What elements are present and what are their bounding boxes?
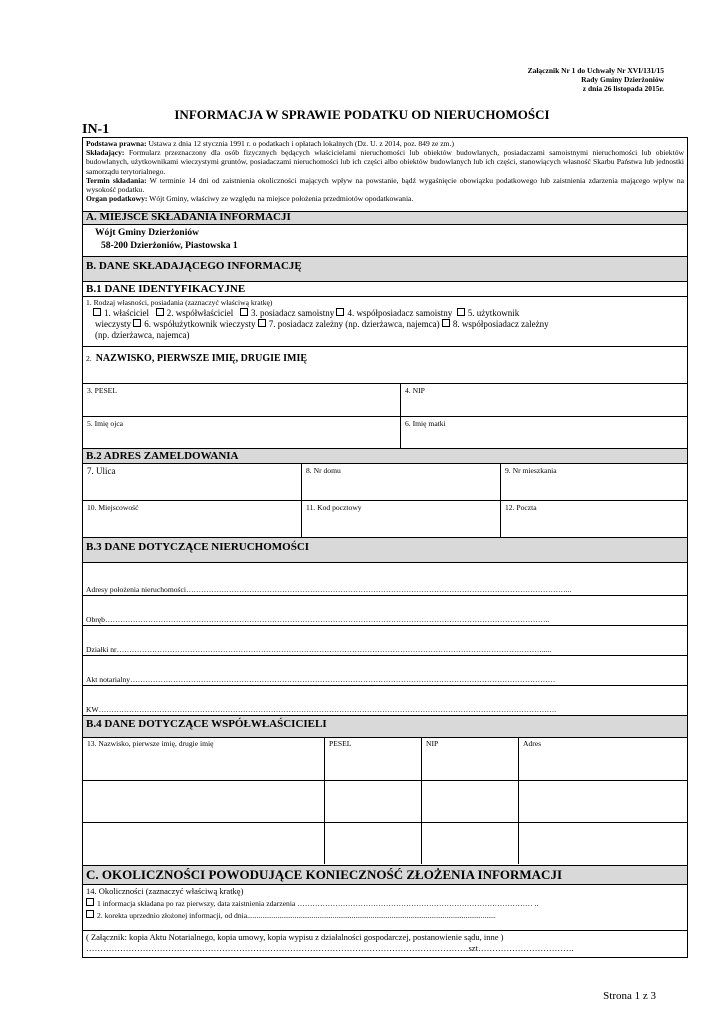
checkbox[interactable] [93, 308, 101, 316]
postal-code-field[interactable]: 11. Kod pocztowy [302, 501, 501, 537]
checkbox[interactable] [336, 308, 344, 316]
street-field[interactable]: 7. Ulica [83, 464, 302, 500]
checkbox[interactable] [258, 319, 266, 327]
attachments-line[interactable]: ………………………………………………………………………………………………………………………szt……………………………. [86, 943, 574, 953]
deadline-label: Termin składania: [86, 175, 147, 185]
checkbox[interactable] [133, 319, 141, 327]
precinct-row[interactable] [83, 596, 687, 626]
option-first-time[interactable]: 1 informacja składana po raz pierwszy, data zaistnienia zdarzenia ………………………………………………………………………………… .. [83, 897, 687, 909]
co-owner-name-header: 13. Nazwisko, pierwsze imię, drugie imię [83, 738, 325, 780]
co-owner-pesel-cell[interactable] [325, 822, 422, 864]
legal-basis-text: Ustawa z dnia 12 stycznia 1991 r. o podatkach i opłatach lokalnych (Dz. U. z 2014, poz. 849 ze zm.) [146, 139, 455, 148]
section-b4-heading: B.4 DANE DOTYCZĄCE WSPÓŁWŁAŚCICIELI [83, 716, 687, 738]
full-name-label: NAZWISKO, PIERWSZE IMIĘ, DRUGIE IMIĘ [95, 353, 308, 364]
option-co-owner[interactable]: 2. współwłaściciel [156, 308, 234, 318]
notarial-deed-field[interactable]: Akt notarialny…………………………………………………………………………………………………………………………………………………… [86, 675, 556, 684]
legal-basis-label: Podstawa prawna: [86, 139, 147, 148]
house-number-field[interactable]: 8. Nr domu [302, 464, 501, 500]
section-c-heading: C. OKOLICZNOŚCI POWODUJĄCE KONIECZNOŚĆ ZŁOŻENIA INFORMACJI [83, 866, 687, 885]
option-co-perpetual-user[interactable]: 6. współużytkownik wieczysty [133, 319, 255, 329]
form-frame [82, 137, 688, 958]
checkbox[interactable] [240, 308, 248, 316]
intro-block [83, 138, 687, 212]
header-line-2: Rady Gminy Dzierżoniów [581, 75, 664, 84]
checkbox[interactable] [86, 910, 94, 918]
mother-name-field[interactable]: 6. Imię matki [405, 419, 446, 428]
co-owner-nip-cell[interactable] [422, 822, 519, 864]
co-owners-table-wrap [83, 738, 687, 866]
option-owner[interactable]: 1. właściciel [93, 308, 149, 318]
section-a-heading: A. MIEJSCE SKŁADANIA INFORMACJI [83, 212, 687, 225]
pesel-field[interactable]: 3. PESEL [83, 384, 401, 416]
full-name-field[interactable] [83, 347, 687, 384]
full-name-number: 2. [86, 354, 92, 363]
form-id: IN-1 [82, 122, 110, 137]
option-independent-possessor[interactable]: 3. posiadacz samoistny [240, 308, 334, 318]
land-register-row[interactable] [83, 686, 687, 716]
section-b-heading: B. DANE SKŁADAJĄCEGO INFORMACJĘ [83, 257, 687, 282]
post-office-field[interactable]: 12. Poczta [505, 503, 537, 512]
table-row [83, 822, 687, 864]
checkbox[interactable] [156, 308, 164, 316]
notarial-deed-row[interactable] [83, 656, 687, 686]
option-dependent-co-possessor[interactable]: 8. współposiadacz zależny [442, 319, 549, 329]
ownership-options-line-1 [83, 308, 687, 319]
plots-field[interactable]: Działki nr……………………………………………………………………………………………………………………………………………………..... [86, 645, 552, 654]
attachments-field[interactable] [83, 931, 687, 957]
land-register-field[interactable]: KW………………………………………………………………………………………………………………………………………………………………. [86, 705, 557, 714]
plots-row[interactable] [83, 626, 687, 656]
authority-label: Organ podatkowy: [86, 194, 148, 204]
header-line-3: z dnia 26 listopada 2015r. [582, 84, 664, 93]
co-owner-address-cell[interactable] [519, 780, 688, 822]
ownership-type-field [83, 297, 687, 347]
option-co-possessor[interactable]: 4. współposiadacz samoistny [336, 308, 452, 318]
page-number: Strona 1 z 3 [603, 990, 656, 1002]
office-address: 58-200 Dzierżoniów, Piastowska 1 [101, 241, 238, 251]
attachments-label: ( Załącznik: kopia Aktu Notarialnego, kopia umowy, kopia wypisu z działalności gospodarczej, postanowienie sądu, inne ) [86, 932, 504, 942]
apartment-number-field[interactable]: 9. Nr mieszkania [505, 466, 557, 475]
circumstances-label: 14. Okoliczności (zaznaczyć właściwą kratkę) [86, 886, 244, 896]
ownership-options-line-2 [83, 319, 687, 330]
father-name-field[interactable]: 5. Imię ojca [83, 417, 401, 448]
co-owner-nip-cell[interactable] [422, 780, 519, 822]
precinct-field[interactable]: Obręb………………………………………………………………………………………………………………………………………………………….. [86, 615, 550, 624]
co-owner-address-header: Adres [519, 738, 688, 780]
section-a-address [83, 225, 687, 257]
co-owner-nip-header: NIP [422, 738, 519, 780]
ownership-options-line-3: (np. dzierżawca, najemca) [95, 330, 190, 340]
form-title: INFORMACJA W SPRAWIE PODATKU OD NIERUCHOMOŚCI [174, 107, 550, 122]
option-correction[interactable]: 2. korekta uprzednio złożonej informacji, od dnia................................................................................................................................... [83, 909, 687, 921]
authority-text: Wójt Gminy, właściwy ze względu na miejsce położenia przedmiotów opodatkowania. [147, 194, 414, 204]
city-row [83, 501, 687, 538]
table-row [83, 780, 687, 822]
filer-text: Formularz przeznaczony dla osób fizycznych będących właścicielami nieruchomości lub obiektów budowlanych, posiadaczami samoistnymi nieruchomości lub obiektów budowlanych, użytkownikami wieczystymi gruntów, posiadaczami nieruchomości lub ich części albo obiektów budowlanych lub ich części, stanowiących własność Skarbu Państwa lub jednostki samorządu terytorialnego. [86, 148, 684, 176]
option-perpetual-user-continued: wieczysty [95, 319, 131, 329]
parents-row [83, 417, 687, 449]
ownership-type-label: 1. Rodzaj własności, posiadania (zaznaczyć właściwą kratkę) [86, 298, 273, 307]
section-b1-heading: B.1 DANE IDENTYFIKACYJNE [83, 282, 687, 297]
resolution-header [404, 66, 664, 93]
co-owner-name-cell[interactable] [83, 822, 325, 864]
property-address-row[interactable] [83, 563, 687, 596]
checkbox[interactable] [86, 898, 94, 906]
header-line-1: Załącznik Nr 1 do Uchwały Nr XVI/131/15 [527, 66, 664, 75]
co-owner-pesel-header: PESEL [325, 738, 422, 780]
property-address-field[interactable]: Adresy położenia nieruchomości……………………………………………………………………………………………………………………………………... [86, 585, 572, 594]
circumstances-field [83, 885, 687, 931]
street-row [83, 464, 687, 501]
checkbox[interactable] [442, 319, 450, 327]
co-owner-address-cell[interactable] [519, 822, 688, 864]
co-owners-table [83, 738, 687, 864]
filer-label: Składający: [86, 148, 125, 158]
section-b3-heading: B.3 DANE DOTYCZĄCE NIERUCHOMOŚCI [83, 538, 687, 563]
pesel-nip-row [83, 384, 687, 417]
co-owner-pesel-cell[interactable] [325, 780, 422, 822]
nip-field[interactable]: 4. NIP [405, 386, 425, 395]
co-owner-name-cell[interactable] [83, 780, 325, 822]
option-dependent-possessor[interactable]: 7. posiadacz zależny (np. dzierżawca, najemca) [258, 319, 440, 329]
office-name: Wójt Gminy Dzierżoniów [95, 228, 199, 238]
checkbox[interactable] [457, 308, 465, 316]
section-b2-heading: B.2 ADRES ZAMELDOWANIA [83, 449, 687, 464]
city-field[interactable]: 10. Miejscowość [83, 501, 302, 537]
deadline-text: W terminie 14 dni od zaistnienia okoliczności mających wpływ na powstanie, bądź wygaśnięcie obowiązku podatkowego lub zaistnienia zdarzenia mającego wpływ na wysokość podatku. [86, 175, 684, 195]
option-perpetual-user[interactable]: 5. użytkownik [457, 308, 520, 318]
